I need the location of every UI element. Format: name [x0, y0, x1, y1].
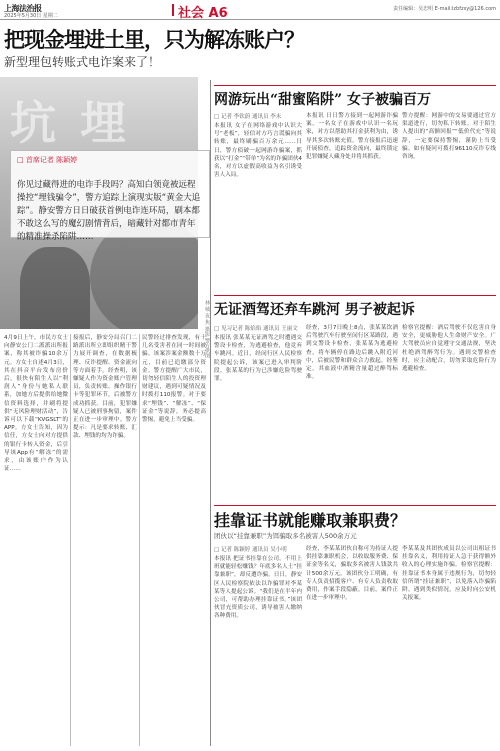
section-name: 社会 A6	[178, 6, 228, 21]
lead-quote-byline: □ 首席记者 陈颖婷	[17, 156, 78, 164]
article3-byline: □ 见习记者 陈焰焰 通讯员 王丽文	[214, 326, 298, 332]
column-rule	[139, 334, 140, 746]
column-rule	[70, 334, 71, 746]
photo-credit: 林 城 夜 焦 摄影 警方供图	[204, 300, 210, 358]
article3-title: 无证酒驾还弃车跳河 男子被起诉	[214, 302, 415, 318]
article4-col-1: 本报讯 把证书挂靠在公司，不用上班就能轻松赚钱？年底多名人士“挂靠兼职”，却反遭诈骗。日日，静安区人民检察院依法以诈骗罪对李某某等人提起公诉。“我们是在半年内公司，可帮助办理挂靠证书。”该团伙冒充资质公司，诱导被害人缴纳各种费用。	[214, 556, 302, 620]
article2-col-2: 本报讯 日日警方接到一起网游诈骗案，一名女子在游戏中认识一名玩家，对方以帮助其打金获利为由，诱导其多次转账充值。警方接报后迅速开展侦查，追踪资金流向，最终锁定犯罪嫌疑人藏身处并将其抓获。	[306, 113, 398, 161]
article2-byline: □ 记者 李钦蔚 通讯员 李未	[214, 114, 282, 120]
main-article-col-1: 4月9日上午，市民方女士向静安公门二派派出所报案，称其被诈骗10余万元。方女士自述4月3日，其在抖音平台发布房价后，很快有陌生人以“利润人”身份与她私人联系，加她方后提供给她微信资料选择，并刷将提供“无风险理财活动”，告诉可以下载“KVGSLT”的APP。方女士告知，因为信任，方女士向对方提供的银行卡转入资金，后引导该App有“解冻”的需求，由该账户作为认证……	[4, 335, 68, 473]
article4-top-rule	[214, 505, 496, 506]
editor-info: 责任编辑：吴忠明 E-mail:lzbfzsy@126.com	[393, 6, 496, 12]
article4-byline: □ 记者 陈颖婷 通讯员 吴小明	[214, 547, 287, 553]
page-vertical-rule	[210, 80, 211, 746]
lead-quote-text: 你见过藏得进的电诈手段吗？高知白领竟被远程操控“埋钱骗令”，警方追踪上演现实版“黄金大追踪”。静安警方日日破获首例电诈连环局，刷本都不敢这么写的魔幻剧情背后，暗藏针对都市青年的精准操杀陷阱……	[17, 180, 201, 242]
article3-col-3: 检察官提醒：酒后驾驶不仅危害自身安全，更威胁他人生命财产安全。广大驾驶员应自觉遵守交通法规，坚决杜绝酒驾醉驾行为。遇到交警检查时，应主动配合，切勿采取危险行为逃避检查。	[402, 325, 496, 373]
article4-col-2: 经查，李某某团伙自称可为持证人提供挂靠兼职机会，以收取服务费、保证金等名义，骗取多名被害人钱款共计500余万元。该团伙分工明确，有专人负责招揽客户、有专人负责收取费用，作案手段隐蔽。目前，案件正在进一步审理中。	[306, 546, 398, 602]
lead-quote-box	[10, 150, 210, 242]
article2-col-1: 本报讯 女子在网络游戏中认识大号“老板”，轻信对方巧言谎骗向其转账，最终刷骗百万余元……日日，警方侦破一起网游诈骗案，抓获以“打金”“带单”为名的诈骗团伙4名，对方以虚假高收益为名引诱受害人入局。	[214, 123, 302, 179]
article4-title: 挂靠证书就能赚取兼职费？	[214, 511, 407, 530]
photo-decor-lettering: 坑 埋	[10, 96, 131, 150]
article2-title: 网游玩出“甜蜜陷阱” 女子被骗百万	[214, 92, 431, 108]
main-article-col-3: 民警经过排查发现，有十几名受害者在同一时间被骗。该案涉案金额数十万元，目前已追缴部分资金。警方提醒广大市民，切勿轻信陌生人的投资理财建议，遇到可疑情况及时拨打110报警。对于要求“埋钱”、“解冻”、“保证金”等说辞，务必提高警惕，避免上当受骗。	[142, 335, 206, 424]
newspaper-logo: 上海法治报	[4, 3, 42, 13]
main-subheadline: 新型理包转账式电诈案来了！	[4, 55, 161, 69]
article2-col-3: 警方提醒：网游中的交易要通过官方渠道进行，切勿私下转账。对于陌生人提出的“高额回报”“低价代充”等说辞，一定要保持警惕，谨防上当受骗。如有疑问可拨打96110反诈专线咨询。	[402, 113, 496, 161]
main-article-col-2: 接报后，静安分局召门二路派出所立即组织精干警力展开调查，在数据梳理、反诈提醒、资金流向等方面着手。经查明，该嫌疑人作为资金账户管理员，负责转账、操作银行卡等犯罪环节，后被警方成功抓获。目前，犯罪嫌疑人已被刑事拘留，案件正在进一步审理中。警方提示：凡是要求转账、汇款、埋钱的均为诈骗。	[73, 335, 137, 440]
article4-subtitle: 团伙以“挂靠兼职”为饵骗取多名被害人500余万元	[214, 532, 357, 540]
section-divider	[172, 4, 174, 16]
article3-top-rule	[214, 295, 496, 296]
article3-col-2: 经查，3月7日晚上8点，张某某饮酒后驾驶汽车行驶至闵行区某路段，遇到交警设卡检查，张某某为逃避检查，将车辆停在路边后跳入附近河中，后被民警和群众合力救起。经鉴定，其血液中酒精含量超过醉驾标准。	[306, 325, 398, 381]
article4-col-3: 李某某及其团伙成员以公司出租证书挂靠名义，利用持证人急于获得额外收入的心理实施诈骗。检察官提醒：挂靠证书本身属于违规行为，切勿轻信所谓“挂证兼职”，以免落入诈骗陷阱。遇到类似情况，应及时向公安机关报案。	[402, 546, 496, 602]
photo-figure-2	[20, 247, 90, 329]
article2-top-rule	[214, 85, 496, 86]
issue-date: 2025年5月30日 星期二	[4, 13, 58, 19]
article3-col-1: 本报讯 张某某无证酒驾之时遭遇交警设卡检查，为逃避检查，他竟弃车跳河。近日，经闵行区人民检察院提起公诉，该案已进入审判阶段。张某某的行为已涉嫌危险驾驶罪。	[214, 335, 302, 383]
main-headline: 把现金埋进土里，只为解冻账户？	[4, 27, 304, 52]
